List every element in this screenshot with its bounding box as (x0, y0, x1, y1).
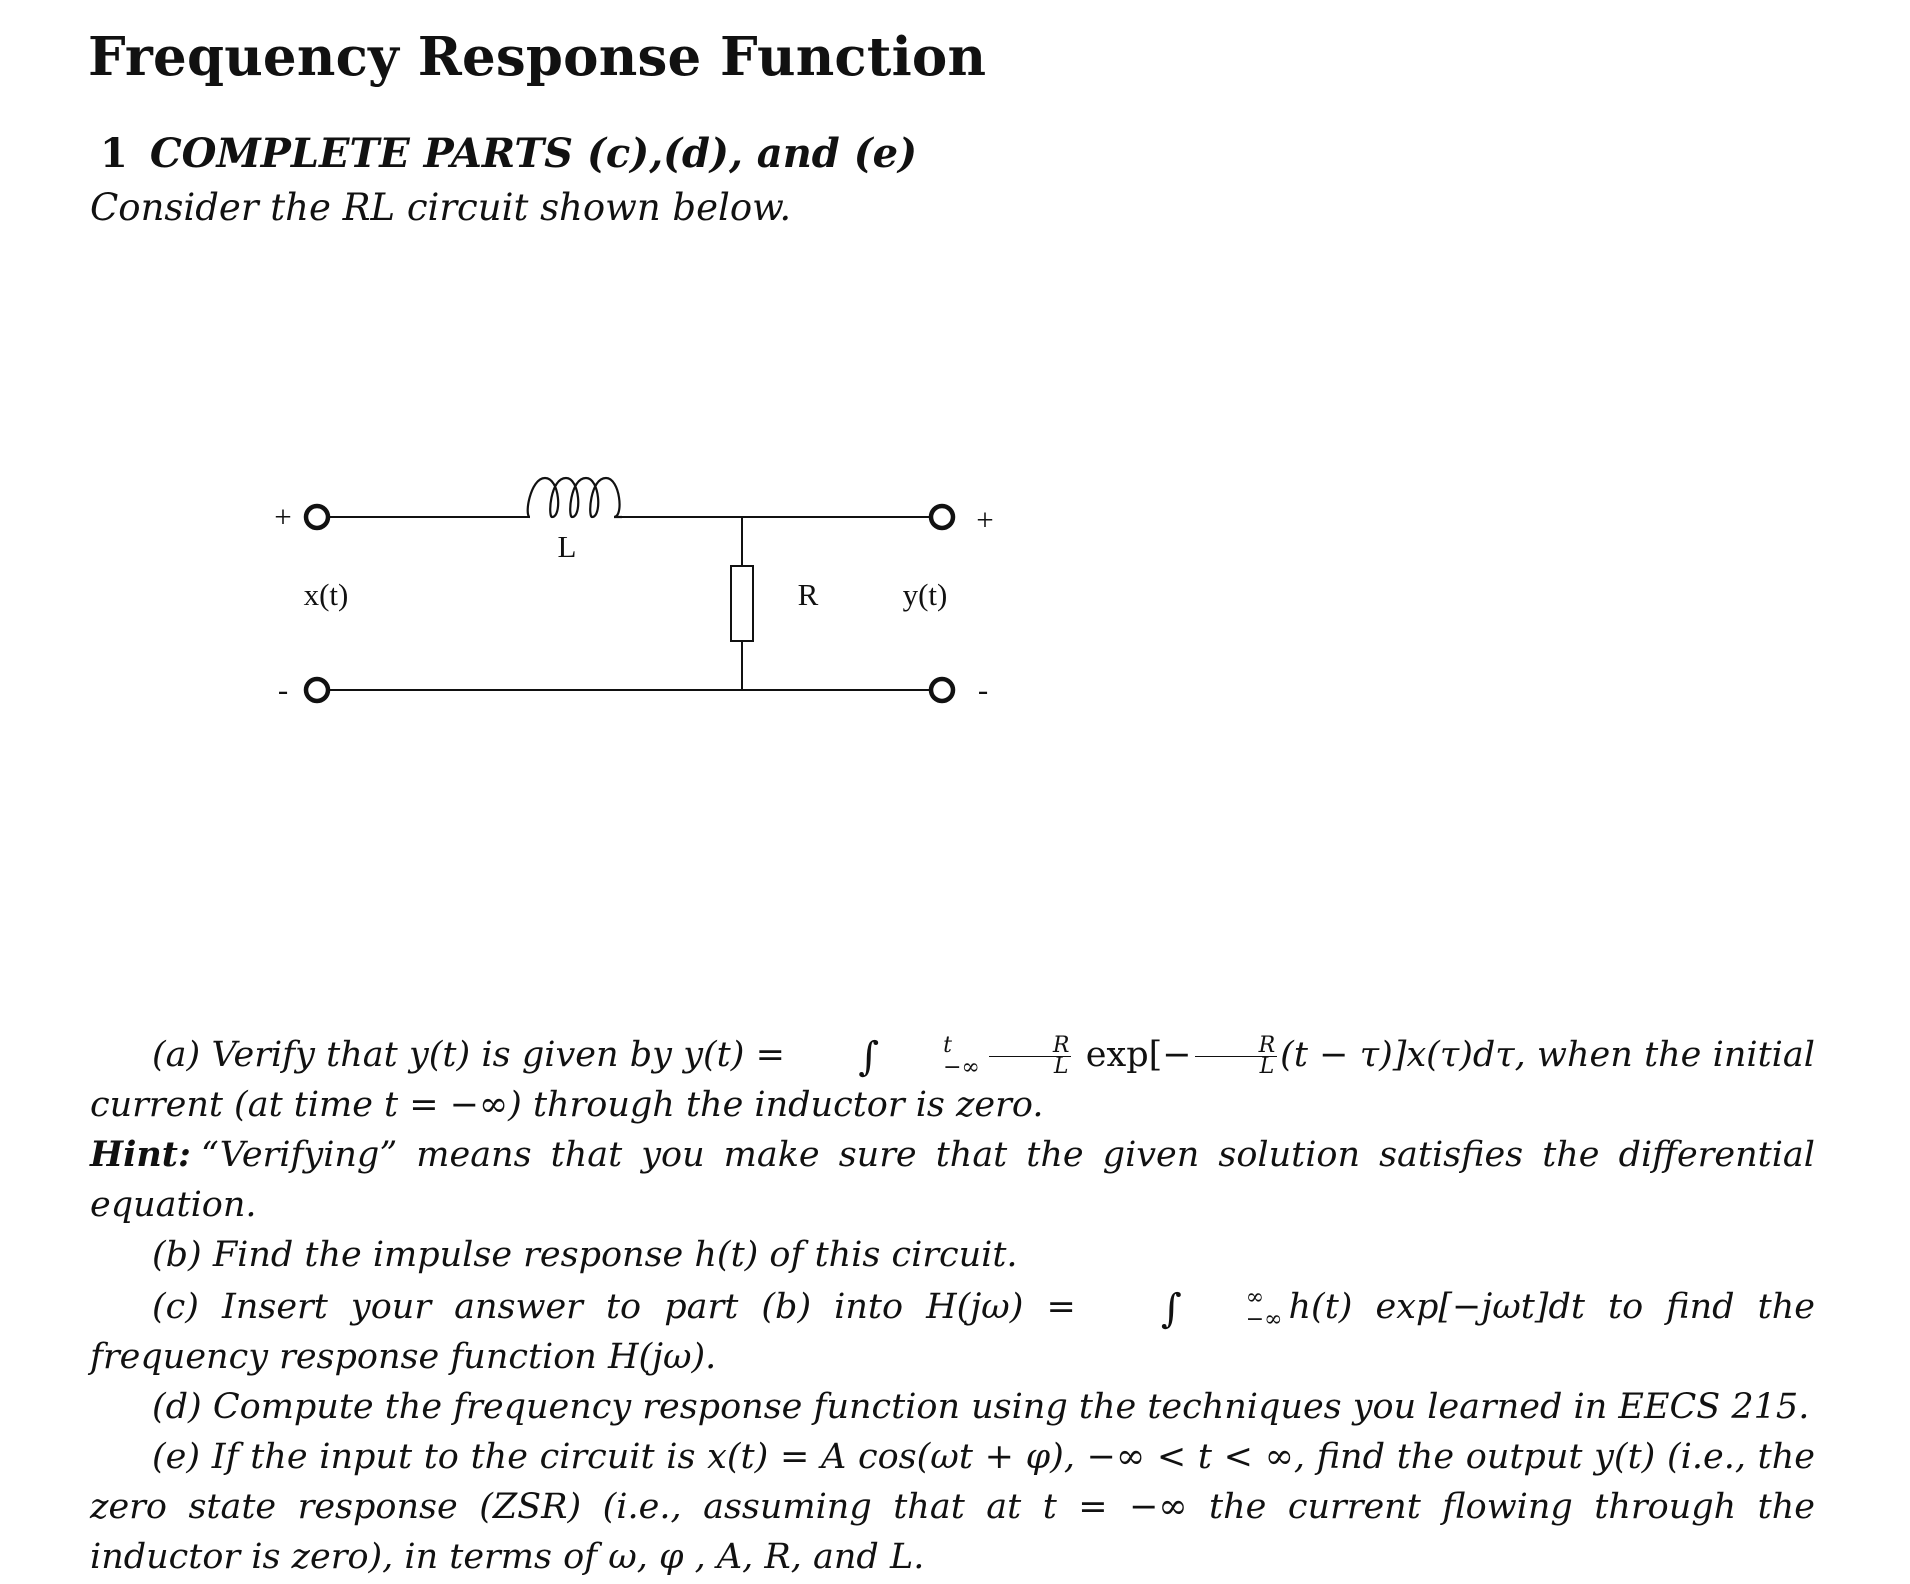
hint (90, 1130, 1815, 1230)
problem-statement (90, 1028, 1815, 1582)
input-terminal-bottom (306, 679, 328, 701)
section-number: 1 (100, 130, 128, 177)
inductor-coil (528, 478, 622, 517)
fraction-r-over-l: $\frac{R}{L}$ (1195, 1036, 1278, 1077)
input-voltage-label: x(t) (303, 577, 349, 612)
output-terminal-top (931, 506, 953, 528)
output-minus-sign: - (977, 672, 989, 707)
input-plus-sign: + (274, 499, 292, 534)
part-c: (c) Insert your answer to part (b) into H(jω) = ∫ ∞ −∞ h(t) exp[−jωt]dt to find the frequency response function H(jω). (90, 1284, 1815, 1377)
part-d: (d) Compute the frequency response function using the techniques you learned in EECS 215. (152, 1387, 1810, 1427)
hint-text: “Verifying” means that you make sure that the given solution satisfies the differential equation. (90, 1135, 1815, 1225)
section-title: COMPLETE PARTS (c),(d), and (e) (149, 130, 917, 177)
resistor-label: R (797, 577, 819, 612)
output-plus-sign: + (976, 502, 994, 537)
part-b: (b) Find the impulse response h(t) of this circuit. (152, 1235, 1018, 1275)
inductor-label: L (557, 529, 577, 564)
output-voltage-label: y(t) (902, 577, 948, 612)
integral-sign: ∫ (1160, 1286, 1182, 1332)
intro-text: Consider the RL circuit shown below. (90, 186, 792, 229)
integral-sign: ∫ (858, 1034, 880, 1080)
resistor-body (731, 566, 753, 641)
part-a: (a) Verify that y(t) is given by y(t) = ∫ t −∞ $\frac{R}{L}$ exp[− $\frac{R}{L}$ (t − τ)]x(τ)dτ, when the initial current (at time t = −∞) through the inductor is zero. (90, 1032, 1815, 1125)
input-terminal-top (306, 506, 328, 528)
part-e: (e) If the input to the circuit is x(t) = A cos(ωt + φ), −∞ < t < ∞, find the output y(t) (i.e., the zero state response (ZSR) (i.e., assuming that at t = −∞ the current flowing through the inductor is zero), in terms of ω, φ , A, R, and L. (90, 1437, 1815, 1577)
hint-label: Hint: (90, 1134, 191, 1175)
page-title: Frequency Response Function (88, 26, 987, 88)
fraction-r-over-l: $\frac{R}{L}$ (989, 1036, 1072, 1077)
output-terminal-bottom (931, 679, 953, 701)
input-minus-sign: - (277, 672, 289, 707)
